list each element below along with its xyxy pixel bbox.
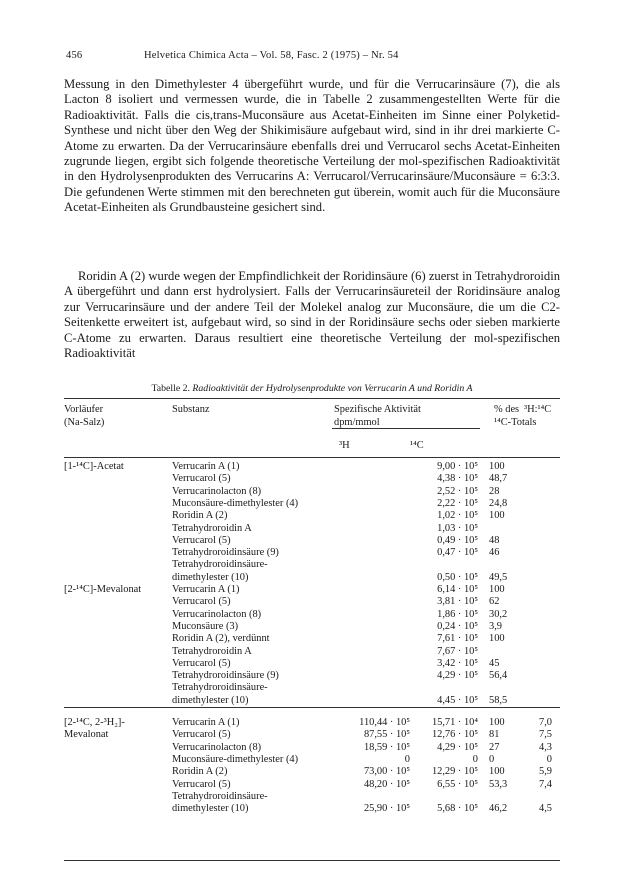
row-c14-activity: 7,61 · 10⁵ xyxy=(437,633,478,645)
paragraph-1-text: Messung in den Dimethylester 4 übergeführt wurde, und für die Verrucarinsäure (7), die als Lacton 8 isoliert und vermessen wurde, die in Tabelle 2 zusammengestellten Werte für die Radioaktivität. Falls die cis,trans-Muconsäure aus Acetat-Einheiten im Sinne einer Polyketid-Synthese und nicht über den Weg der Shikimisäure aufgebaut wird, sind in ihr drei markierte C-Atome zu erwarten. Da der Verrucarinsäure ebenfalls drei und Verrucarol sechs Acetat-Einheiten zugrunde liegen, ergibt sich folgende theoretische Verteilung der mol-spezifischen Radioaktivität in den Hydrolysenprodukten des Verrucarins A: Verrucarol/Verrucarinsäure/Muconsäure = 6:3:3. Die gefundenen Werte stimmen mit den berechneten gut überein, womit auch für die Muconsäure Acetat-Einheiten als Grundbausteine gesichert sind. xyxy=(64,77,560,215)
row-c14-activity: 0,49 · 10⁵ xyxy=(437,534,478,546)
row-substanz: Roridin A (2), verdünnt xyxy=(172,633,270,645)
row-percent-total: 81 xyxy=(489,729,500,741)
row-c14-activity: 4,29 · 10⁵ xyxy=(437,670,478,682)
row-c14-activity: 6,55 · 10⁵ xyxy=(437,778,478,790)
paragraph-2 xyxy=(64,269,560,361)
row-h3-activity: 73,00 · 10⁵ xyxy=(363,766,410,778)
row-percent-total: 3,9 xyxy=(489,620,502,632)
row-substanz: Verrucarol (5) xyxy=(172,729,231,741)
row-vorlaeufer: [2-¹⁴C, 2-³H₂]- xyxy=(64,717,125,728)
row-percent-total: 45 xyxy=(489,657,500,669)
row-substanz: Tetrahydroroidinsäure- xyxy=(172,682,268,694)
row-substanz: Tetrahydroroidinsäure (9) xyxy=(172,547,279,559)
page-number: 456 xyxy=(66,50,83,61)
header-h3: ³H xyxy=(339,440,350,451)
row-percent-total: 53,3 xyxy=(489,778,508,790)
row-h3-c14-ratio: 4,3 xyxy=(539,741,552,753)
row-percent-total: 30,2 xyxy=(489,608,508,620)
row-c14-activity: 1,02 · 10⁵ xyxy=(437,510,478,522)
table-caption-label: Tabelle 2. xyxy=(151,383,190,394)
header-aktivitaet-unit: dpm/mmol xyxy=(334,417,380,428)
row-substanz: Verrucarol (5) xyxy=(172,657,231,669)
row-c14-activity: 6,14 · 10⁵ xyxy=(437,584,478,595)
row-h3-c14-ratio: 7,5 xyxy=(539,729,552,741)
row-percent-total: 100 xyxy=(489,510,505,522)
row-substanz: Tetrahydroroidinsäure- xyxy=(172,559,268,571)
row-h3-c14-ratio: 4,5 xyxy=(539,803,552,815)
header-percent-sub: ¹⁴C-Totals xyxy=(494,417,537,428)
table-header-rule xyxy=(64,457,560,458)
row-substanz: Verrucarin A (1) xyxy=(172,717,240,728)
row-substanz: Muconsäure (3) xyxy=(172,620,239,632)
row-substanz: Tetrahydroroidinsäure- xyxy=(172,790,268,802)
row-c14-activity: 4,29 · 10⁵ xyxy=(437,741,478,753)
row-c14-activity: 0,47 · 10⁵ xyxy=(437,547,478,559)
row-substanz: Verrucarinolacton (8) xyxy=(172,485,262,497)
row-percent-total: 27 xyxy=(489,741,500,753)
row-substanz: Roridin A (2) xyxy=(172,766,228,778)
row-substanz: Verrucarol (5) xyxy=(172,596,231,608)
row-percent-total: 48 xyxy=(489,534,500,546)
row-h3-c14-ratio: 0 xyxy=(546,753,552,765)
row-vorlaeufer: [1-¹⁴C]-Acetat xyxy=(64,461,124,472)
row-c14-activity: 9,00 · 10⁵ xyxy=(437,461,478,472)
row-c14-activity: 12,29 · 10⁵ xyxy=(431,766,478,778)
row-percent-total: 28 xyxy=(489,485,500,497)
row-c14-activity: 0 xyxy=(472,753,478,765)
row-substanz: Verrucarol (5) xyxy=(172,778,231,790)
row-h3-activity: 0 xyxy=(404,753,410,765)
row-percent-total: 56,4 xyxy=(489,670,508,682)
row-substanz: dimethylester (10) xyxy=(172,694,249,706)
row-percent-total: 62 xyxy=(489,596,500,608)
table-section-rule xyxy=(64,707,560,708)
row-percent-total: 46 xyxy=(489,547,500,559)
row-c14-activity: 4,38 · 10⁵ xyxy=(437,473,478,485)
row-c14-activity: 2,22 · 10⁵ xyxy=(437,497,478,509)
table-caption xyxy=(64,383,560,394)
row-c14-activity: 2,52 · 10⁵ xyxy=(437,485,478,497)
row-percent-total: 100 xyxy=(489,766,505,778)
header-aktivitaet: Spezifische Aktivität xyxy=(334,404,421,415)
row-c14-activity: 7,67 · 10⁵ xyxy=(437,645,478,657)
row-c14-activity: 1,86 · 10⁵ xyxy=(437,608,478,620)
row-substanz: Roridin A (2) xyxy=(172,510,228,522)
row-substanz: Verrucarin A (1) xyxy=(172,461,240,472)
paragraph-2-text: Roridin A (2) wurde wegen der Empfindlichkeit der Roridinsäure (6) zuerst in Tetrahydroroidin A übergeführt und dann erst hydrolysiert. Falls der Verrucarinsäureteil der Roridinsäure analog zur Verrucarinsäure und der andere Teil der Molekel analog zur Muconsäure, die um die C2-Seitenkette erweitert ist, aufgebaut wird, so sind in der Roridinsäure sechs oder sieben markierte C-Atome zu erwarten. Daraus resultiert eine theoretische Verteilung der mol-spezifischen Radioaktivität xyxy=(64,269,560,361)
row-substanz: dimethylester (10) xyxy=(172,571,249,583)
row-substanz: Verrucarinolacton (8) xyxy=(172,608,262,620)
row-c14-activity: 15,71 · 10⁴ xyxy=(431,717,478,728)
row-h3-activity: 48,20 · 10⁵ xyxy=(363,778,410,790)
row-h3-c14-ratio: 7,0 xyxy=(539,717,552,728)
row-h3-activity: 18,59 · 10⁵ xyxy=(363,741,410,753)
running-title: Helvetica Chimica Acta – Vol. 58, Fasc. 2 (1975) – Nr. 54 xyxy=(144,50,399,61)
row-percent-total: 0 xyxy=(489,753,495,765)
row-c14-activity: 0,50 · 10⁵ xyxy=(437,571,478,583)
table-caption-text: Radioaktivität der Hydrolysenprodukte von Verrucarin A und Roridin A xyxy=(192,383,473,394)
row-c14-activity: 4,45 · 10⁵ xyxy=(437,694,478,706)
row-vorlaeufer: Mevalonat xyxy=(64,729,109,741)
row-substanz: Verrucarol (5) xyxy=(172,534,231,546)
row-percent-total: 100 xyxy=(489,717,505,728)
row-substanz: Tetrahydroroidin A xyxy=(172,645,252,657)
row-c14-activity: 3,81 · 10⁵ xyxy=(437,596,478,608)
row-substanz: Tetrahydroroidinsäure (9) xyxy=(172,670,279,682)
row-substanz: Muconsäure-dimethylester (4) xyxy=(172,753,299,765)
row-percent-total: 49,5 xyxy=(489,571,508,583)
row-substanz: dimethylester (10) xyxy=(172,803,249,815)
row-c14-activity: 5,68 · 10⁵ xyxy=(437,803,478,815)
row-c14-activity: 1,03 · 10⁵ xyxy=(437,522,478,534)
row-percent-total: 100 xyxy=(489,461,505,472)
header-vorlaeufer: Vorläufer xyxy=(64,404,104,415)
header-vorlaeufer-sub: (Na-Salz) xyxy=(64,417,105,428)
row-h3-activity: 110,44 · 10⁵ xyxy=(359,717,410,728)
row-percent-total: 48,7 xyxy=(489,473,508,485)
row-h3-c14-ratio: 7,4 xyxy=(539,778,552,790)
row-percent-total: 100 xyxy=(489,633,505,645)
row-percent-total: 24,8 xyxy=(489,497,508,509)
paragraph-1 xyxy=(64,77,560,216)
row-substanz: Muconsäure-dimethylester (4) xyxy=(172,497,299,509)
table-top-rule xyxy=(64,398,560,399)
row-vorlaeufer: [2-¹⁴C]-Mevalonat xyxy=(64,584,142,595)
header-c14: ¹⁴C xyxy=(410,440,424,451)
header-percent: % des xyxy=(494,404,520,415)
row-substanz: Verrucarin A (1) xyxy=(172,584,240,595)
row-c14-activity: 12,76 · 10⁵ xyxy=(431,729,478,741)
row-c14-activity: 3,42 · 10⁵ xyxy=(437,657,478,669)
row-h3-c14-ratio: 5,9 xyxy=(539,766,552,778)
header-ratio: ³H:¹⁴C xyxy=(524,404,552,415)
header-substanz: Substanz xyxy=(172,404,210,415)
row-substanz: Tetrahydroroidin A xyxy=(172,522,252,534)
row-substanz: Verrucarol (5) xyxy=(172,473,231,485)
row-c14-activity: 0,24 · 10⁵ xyxy=(437,620,478,632)
row-substanz: Verrucarinolacton (8) xyxy=(172,741,262,753)
table-bottom-rule xyxy=(64,860,560,861)
row-percent-total: 46,2 xyxy=(489,803,508,815)
row-h3-activity: 87,55 · 10⁵ xyxy=(363,729,410,741)
row-h3-activity: 25,90 · 10⁵ xyxy=(363,803,410,815)
row-percent-total: 100 xyxy=(489,584,505,595)
row-percent-total: 58,5 xyxy=(489,694,508,706)
